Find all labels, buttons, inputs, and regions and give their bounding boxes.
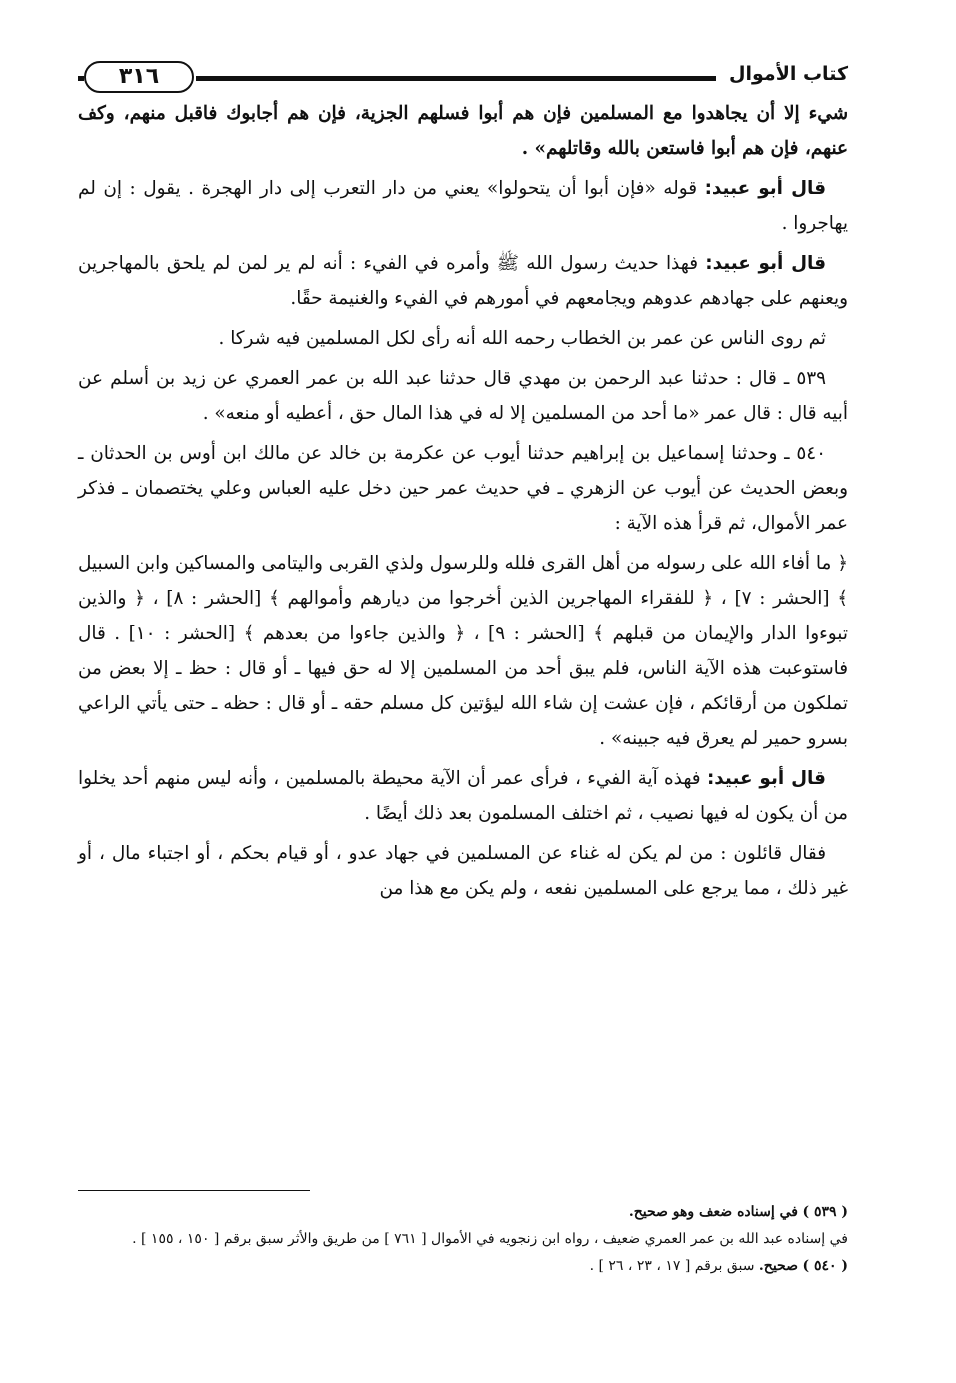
paragraph-hadith-540 xyxy=(78,436,848,541)
paragraph-abu-ubaid-3 xyxy=(78,761,848,831)
running-title: كتاب الأموال xyxy=(729,63,848,85)
speaker-lead: قال أبو عبيد: xyxy=(705,253,826,274)
paragraph-text: ٥٣٩ ـ قال : حدثنا عبد الرحمن بن مهدي قال حدثنا عبد الله بن عمر العمري عن زيد بن أسلم عن أبيه قال : قال عمر «ما أحد من المسلمين إلا له في هذا المال حق ، أعطيه أو منعه» . xyxy=(78,368,848,424)
paragraph-abu-ubaid-2 xyxy=(78,246,848,316)
paragraph-text: ﴿ ما أفاء الله على رسوله من أهل القرى فلله وللرسول ولذي القربى واليتامى والمساكين وابن السبيل ﴾ [الحشر : ٧] ، ﴿ للفقراء المهاجرين الذين أخرجوا من ديارهم وأموالهم ﴾ [الحشر : ٨] ، ﴿ والذين تبوءوا الدار والإيمان من قبلهم ﴾ [الحشر : ٩] ، ﴿ والذين جاءوا من بعدهم ﴾ [الحشر : ١٠] . قال فاستوعبت هذه الآية الناس، فلم يبق أحد من المسلمين إلا له حق فيها ـ أو قال : حظ ـ إلا بعض من تملكون من أرقائكم ، فإن عشت إن شاء الله ليؤتين كل مسلم حقه ـ أو قال : حظه ـ حتى يأتي الراعي بسرو حمير لم يعرق فيه جبينه» . xyxy=(78,553,848,749)
header-rule xyxy=(196,76,716,81)
speaker-lead: قال أبو عبيد: xyxy=(706,768,826,789)
book-page xyxy=(78,60,848,1360)
paragraph-text: ثم روى الناس عن عمر بن الخطاب رحمه الله أنه رأى لكل المسلمين فيه شركا . xyxy=(218,328,826,349)
paragraph-abu-ubaid-1 xyxy=(78,171,848,241)
footnote-label: ( ٥٤٠ ) xyxy=(802,1258,848,1274)
page-number: ٣١٦ xyxy=(84,61,194,93)
footnote-verdict: صحيح. xyxy=(758,1258,798,1274)
paragraph-text: شيء إلا أن يجاهدوا مع المسلمين فإن هم أبوا فسلهم الجزية، فإن هم أجابوك فاقبل منهم، وكف عنهم، فإن هم أبوا فاستعن بالله وقاتلهم» . xyxy=(78,103,848,159)
paragraph-opinion xyxy=(78,836,848,906)
footnote-text: سبق برقم [ ١٧ ، ٢٣ ، ٢٦ ] . xyxy=(589,1258,759,1274)
paragraph-verses xyxy=(78,546,848,756)
page-header xyxy=(78,60,848,100)
paragraph-text: فهذا حديث رسول الله ﷺ وأمره في الفيء : أنه لم ير لمن لم يلحق بالمهاجرين ويعنهم على جهادهم عدوهم ويجامعهم في أمورهم في الفيء والغنيمة حقًا. xyxy=(78,253,848,309)
paragraph-narration xyxy=(78,321,848,356)
footnote-separator xyxy=(78,1190,310,1191)
paragraph-text: قوله «فإن أبوا أن يتحولوا» يعني من دار التعرب إلى دار الهجرة . يقول : إن لم يهاجروا . xyxy=(78,178,848,234)
footnote-539-grade xyxy=(78,1200,848,1225)
paragraph-hadith-end xyxy=(78,96,848,166)
paragraph-text: ٥٤٠ ـ وحدثنا إسماعيل بن إبراهيم حدثنا أيوب عن عكرمة بن خالد عن مالك ابن أوس بن الحدثان ـ وبعض الحديث عن أيوب عن الزهري ـ في حديث عمر حين دخل عليه العباس وعلي يختصمان ـ فذكر عمر الأموال، ثم قرأ هذه الآية : xyxy=(78,443,848,534)
footnote-label: ( ٥٣٩ ) xyxy=(802,1204,848,1220)
footnote-540 xyxy=(78,1254,848,1279)
speaker-lead: قال أبو عبيد: xyxy=(704,178,826,199)
paragraph-text: فهذه آية الفيء ، فرأى عمر أن الآية محيطة بالمسلمين ، وأنه ليس منهم أحد يخلوا من أن يكون له فيها نصيب ، ثم اختلف المسلمون بعد ذلك أيضًا . xyxy=(78,768,848,824)
footnote-verdict: في إسناده ضعف وهو صحيح. xyxy=(628,1204,798,1220)
footnote-539-detail xyxy=(78,1227,848,1252)
paragraph-hadith-539 xyxy=(78,361,848,431)
footnotes xyxy=(78,1200,848,1281)
page-body xyxy=(78,96,848,911)
paragraph-text: فقال قائلون : من لم يكن له غناء عن المسلمين في جهاد عدو ، أو قيام بحكم ، أو اجتباء مال ، أو غير ذلك ، مما يرجع على المسلمين نفعه ، ولم يكن مع هذا من xyxy=(78,843,848,899)
footnote-text: في إسناده عبد الله بن عمر العمري ضعيف ، رواه ابن زنجويه في الأموال [ ٧٦١ ] من طريق والأثر سبق برقم [ ١٥٠ ، ١٥٥ ] . xyxy=(132,1231,848,1247)
